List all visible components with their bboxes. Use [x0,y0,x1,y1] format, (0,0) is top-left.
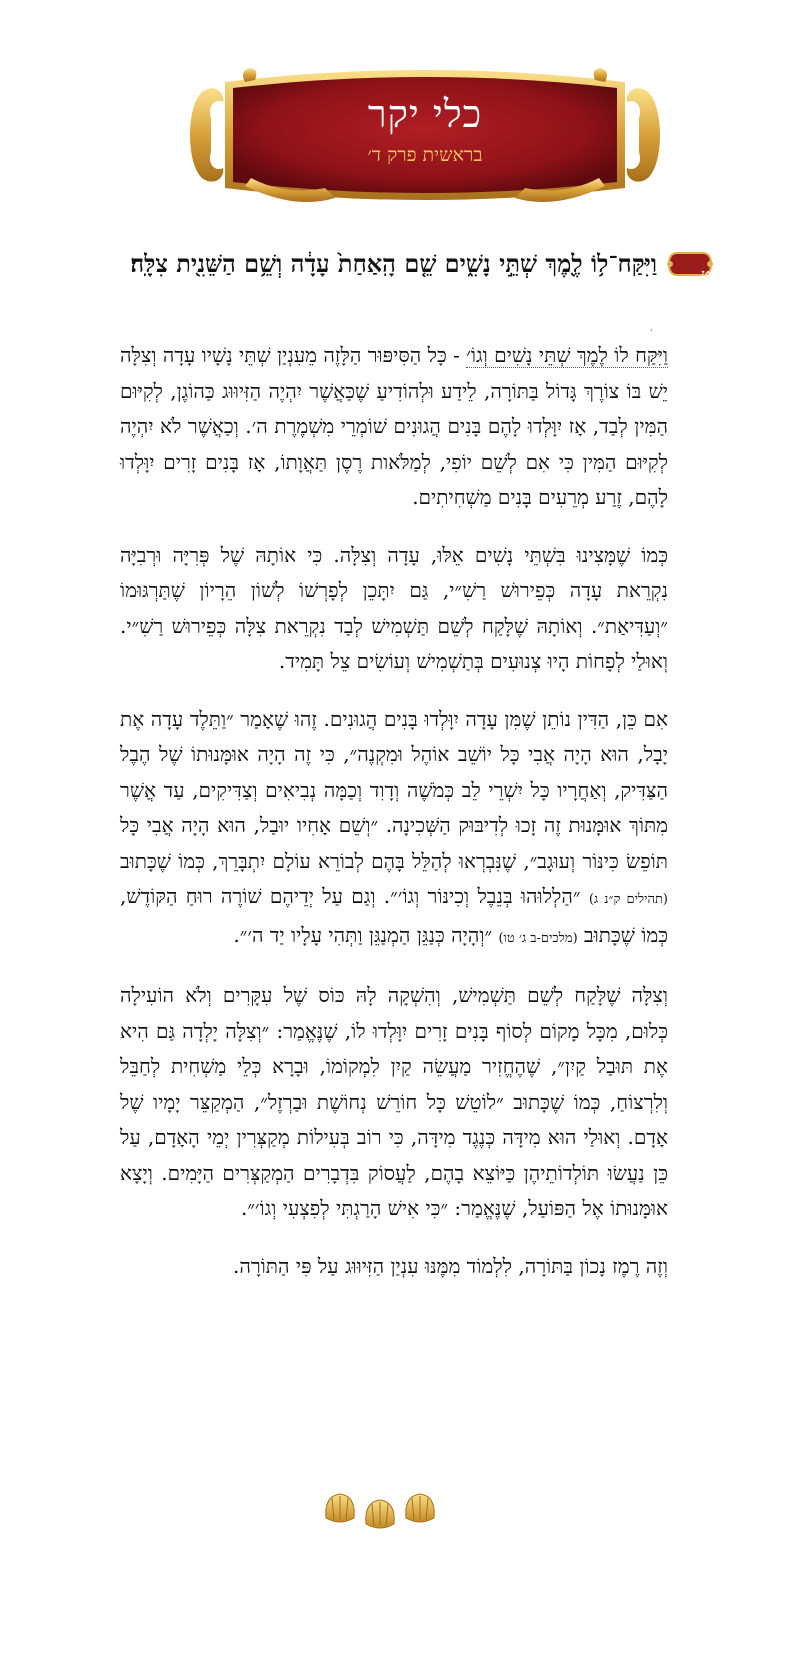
verse-block [55,242,715,285]
commentary-paragraph-5: וְזֶה רֶמֶז נָכוֹן בַּתּוֹרָה, לִלְמוֹד מִמֶּנּוּ עִנְיַן הַזִּיוּוּג עַל פִּי הַתּוֹרָה. [232,1253,668,1278]
commentary-lead-quote: וַיִּקַּח לוֹ לֶמֶךְ שְׁתֵּי נָשִׁים וְגוֹ׳ [466,343,668,367]
commentary-text: אִם כֵּן, הַדִּין נוֹתֵן שֶׁמִּן עָדָה יִוָּלְדוּ בָּנִים הֲגוּנִים. זֶהוּ שֶׁאָמַר ״וַתֵּלֶד עָדָה אֶת יָבָל, הוּא הָיָה אֲבִי כָּל יוֹשֵׁב אוֹהֶל וּמִקְנֶה״, כִּי זֶה הָיָה אוּמָּנוּתוֹ שֶׁל הֶבֶל הַצַּדִּיק, וְאַחֲרָיו כָּל יִשְׁרֵי לֵב כְּמֹשֶׁה וְדָוִד וְכַמָּה נְבִיאִים וְצַדִּיקִים, עַד אֲשֶׁר מִתּוֹךְ אוּמָּנוּת זֶה זָכוּ לְדִיבּוּק הַשְּׁכִינָה. ״וְשֵׁם אָחִיו יוּבַל, הוּא הָיָה אֲבִי כָּל תּוֹפֵשׂ כִּינּוֹר וְעוּגָב״, שֶׁנִּבְרְאוּ לְהַלֵּל בָּהֶם לְבוֹרֵא עוֹלָם יִתְבָּרֵךְ, כְּמוֹ שֶׁכָּתוּב [120,706,668,873]
verse-text: וַיִּקַּח־ל֥וֹ לֶ֖מֶךְ שְׁתֵּ֣י נָשִׁ֑ים שֵׁ֤ם הָֽאַחַת֙ עָדָ֔ה וְשֵׁ֥ם הַשֵּׁנִ֖ית צִלָּֽה׃ [130,249,657,278]
footer-ornament [320,1488,440,1532]
commentary-paragraph-2: כְּמוֹ שֶׁמָּצִינוּ בִּשְׁתֵּי נָשִׁים אֵלּוּ, עָדָה וְצִלָּה. כִּי אוֹתָהּ שֶׁל פְּרִיָּה וּרְבִיָּה נִקְרֵאת עָדָה כְּפֵירוּשׁ רַשִׁ״י, גַּם יִתָּכֵן לְפָרְשׁוֹ לְשׁוֹן הֵרָיוֹן שֶׁתַּרְגּוּמוֹ ״וְעַדִּיאַת״. וְאוֹתָהּ שֶׁלָּקַח לְשֵׁם תַּשְׁמִישׁ לְבַד נִקְרֵאת צִלָּה כְּפֵירוּשׁ רַשִׁ״י. וְאוּלַי לְפָחוֹת הָיוּ צְנוּעִים בְּתַשְׁמִישׁ וְעוֹשִׂים צֵל תָּמִיד. [120,542,668,673]
commentary-text: ״וְהָיָה כְּנַגֵּן הַמְנַגֵּן וַתְּהִי עָלָיו יַד ה׳״. [233,922,499,947]
commentary-paragraph-1 [120,338,668,516]
title-banner [185,60,665,210]
commentary-text: ״הַלְלוּהוּ בְּנֵבֶל וְכִינּוֹר וְגוֹ׳״. וְגַם עַל יְדֵיהֶם שׁוֹרֶה רוּחַ הַקּוֹדֶשׁ, כְּמוֹ שֶׁכָּתוּב [120,884,668,947]
banner-title: כלי יקר [367,92,483,136]
commentary-paragraph-4: וְצִלָּה שֶׁלָּקַח לְשֵׁם תַּשְׁמִישׁ, וְהִשְׁקָה לָהּ כּוֹס שֶׁל עִקָּרִים וְלֹא הוֹעִילָה כְּלוּם, מִכָּל מָקוֹם לְסוֹף בָּנִים זָרִים יִוָּלְדוּ לוֹ, שֶׁנֶּאֱמַר: ״וְצִלָּה יָלְדָה גַּם הִיא אֶת תּוּבַל קַיִן״, שֶׁהֶחֱזִיר מַעֲשֵׂה קַיִן לִמְקוֹמוֹ, וּבָרָא כְּלֵי מַשְׁחִית לְחַבֵּל וְלִרְצוֹחַ, כְּמוֹ שֶׁכָּתוּב ״לוֹטֵשׁ כָּל חוֹרֵשׁ נְחוֹשֶׁת וּבַרְזֶל״, הַמְקַצֵּר יָמָיו שֶׁל אָדָם. וְאוּלַי הוּא מִידָּה כְּנֶגֶד מִידָּה, כִּי רוֹב בְּעִילוֹת מְקַצְּרִין יְמֵי הָאָדָם, עַל כֵּן נַעֲשׂוּ תּוֹלְדוֹתֵיהֶן כַּיּוֹצֵא בָהֶם, לַעֲסוֹק בִּדְבָרִים הַמְקַצְּרִים הַיָּמִים. וְיָצָא אוּמָּנוּתוֹ אֶל הַפּוֹעַל, שֶׁנֶּאֱמַר: ״כִּי אִישׁ הָרַגְתִּי לְפִצְעִי וְגוֹ׳״. [120,983,668,1220]
commentary-text: - כָּל הַסִּיפּוּר הַלָּזֶה מֵעִנְיַן שְׁתֵּי נָשָׁיו עָדָה וְצִלָּה יֵשׁ בּוֹ צוֹרֶךְ גָּדוֹל בַּתּוֹרָה, לֵידַע וּלְהוֹדִיעַ שֶׁכַּאֲשֶׁר יִהְיֶה הַזִּיוּוּג כַּהוֹגֶן, לְקִיּוּם הַמִּין לְבַד, אָז יִוָּלְדוּ לָהֶם בָּנִים הֲגוּנִים שׁוֹמְרֵי מִשְׁמֶרֶת ה׳. וְכַאֲשֶׁר לֹא יִהְיֶה לְקִיּוּם הַמִּין כִּי אִם לְשֵׁם יוֹפִי, לְמַלֹּאות רֶסֶן תַּאֲוָתוֹ, אָז בָּנִים זָרִים יִוָּלְדוּ לָהֶם, זֶרַע מְרֵעִים בָּנִים מַשְׁחִיתִים. [120,343,668,509]
commentary-paragraph-3 [120,702,668,957]
shell-icon [320,1488,440,1532]
source-reference: (תהילים ק״נ ג) [588,892,668,907]
source-reference: (מלכים-ב ג׳ טו) [498,930,578,946]
banner-subtitle: בראשית פרק ד׳ [367,144,483,166]
verse-number-badge [665,249,715,284]
commentary-body [120,338,668,1306]
verse-number: יט [701,264,715,284]
corner-mark: , [650,322,654,333]
